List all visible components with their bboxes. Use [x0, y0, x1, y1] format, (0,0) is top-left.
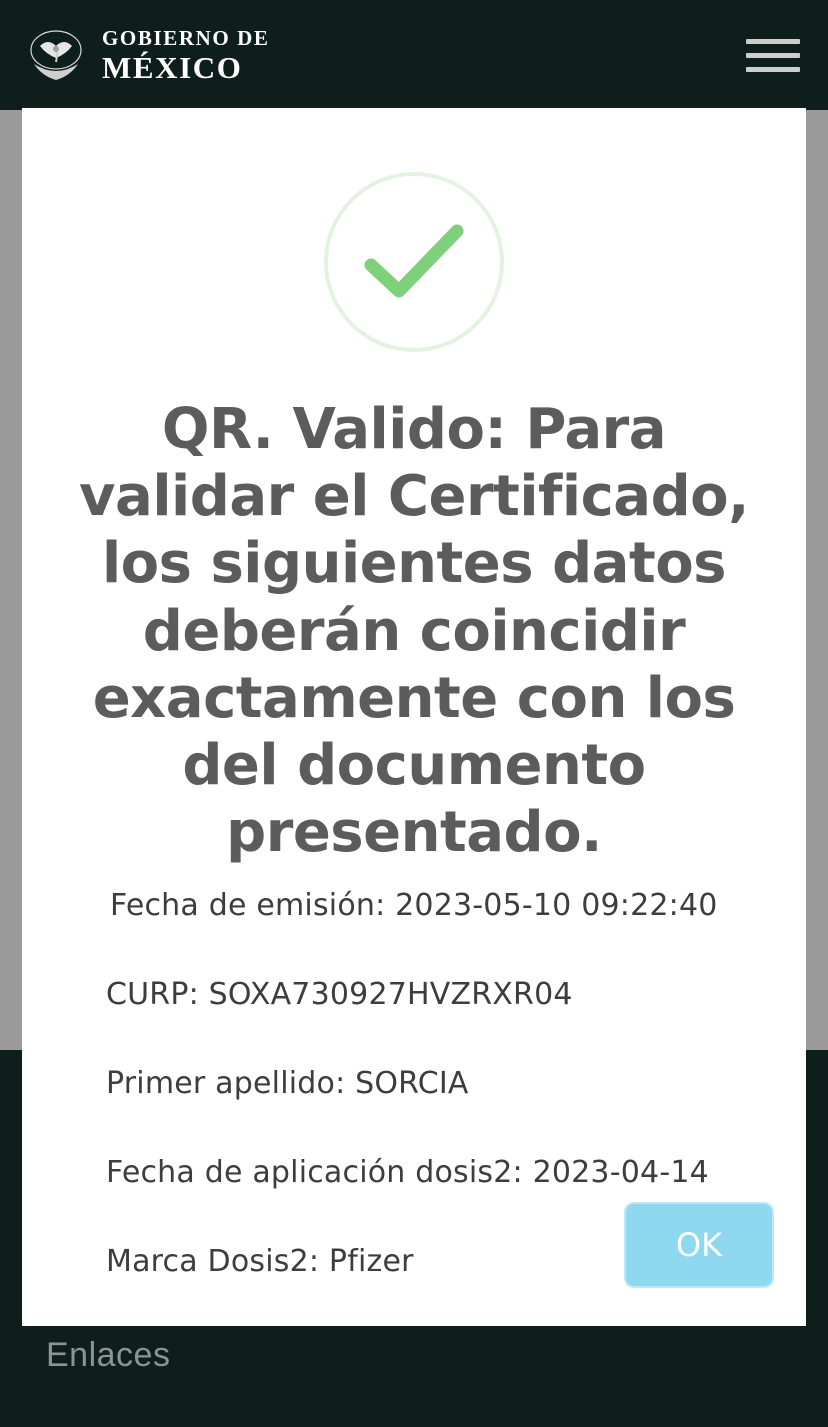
dialog-title: QR. Valido: Para validar el Certificado, los siguientes datos deberán coincidir exactamente con los del documento presentado. — [79, 397, 749, 866]
mexican-coat-of-arms-icon — [26, 24, 86, 86]
hamburger-bar-3 — [746, 67, 800, 72]
check-circle-icon — [324, 172, 504, 352]
detail-row: Marca Dosis2: Pfizer — [106, 1244, 414, 1280]
brand-line-1: GOBIERNO DE — [102, 25, 270, 50]
ok-button[interactable]: OK — [624, 1202, 774, 1288]
qr-validation-dialog — [22, 108, 806, 1326]
hamburger-bar-2 — [746, 53, 800, 58]
brand-line-2: MÉXICO — [102, 49, 243, 85]
hamburger-bar-1 — [746, 39, 800, 44]
hamburger-menu-icon[interactable] — [746, 35, 800, 75]
detail-row: Fecha de emisión: 2023-05-10 09:22:40 — [110, 888, 718, 924]
detail-row: Fecha de aplicación dosis2: 2023-04-14 — [106, 1155, 709, 1191]
brand[interactable] — [26, 24, 270, 86]
footer-links-heading: Enlaces — [46, 1336, 171, 1374]
site-header — [0, 0, 828, 110]
brand-text — [102, 25, 270, 85]
detail-row: CURP: SOXA730927HVZRXR04 — [106, 977, 573, 1013]
detail-row: Primer apellido: SORCIA — [106, 1066, 469, 1102]
